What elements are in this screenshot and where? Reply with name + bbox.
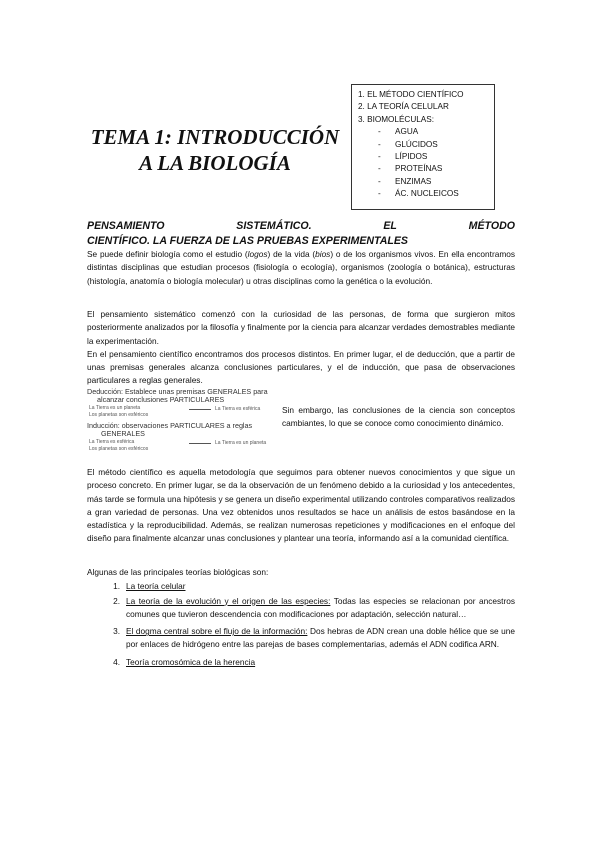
theories-list xyxy=(87,566,515,669)
list-item: 4. Teoría cromosómica de la herencia xyxy=(113,656,256,667)
deduction-label-2: alcanzar conclusiones PARTICULARES xyxy=(97,395,225,404)
list-item: 3. El dogma central sobre el flujo de la información: Dos hebras de ADN crean una doble hélice que se une por enlaces de hidrógeno entre las parejas de bases complementarias, además el ADN codifica ARN. xyxy=(113,626,515,650)
arrow-icon xyxy=(189,409,211,410)
paragraph-definition: Se puede definir biología como el estudio (logos) de la vida (bios) o de los organismos vivos. En ella encontramos distintas disciplinas que estudian procesos (fisiología o ecología), organismos (zoología o botánica), estructuras (histología, anatomía o biología molecular) u otras disciplinas como la genética o la evolución. xyxy=(87,249,515,286)
toc-subitem: - LÍPIDOS xyxy=(378,152,428,162)
title-line-1: TEMA 1: INTRODUCCIÓN xyxy=(90,125,340,149)
arrow-icon xyxy=(189,443,211,444)
toc-subitem: - GLÚCIDOS xyxy=(378,139,438,149)
toc-subitem: - ENZIMAS xyxy=(378,176,432,186)
section-heading: PENSAMIENTO SISTEMÁTICO. EL MÉTODO CIENTÍFICO. LA FUERZA DE LAS PRUEBAS EXPERIMENTALES xyxy=(87,220,515,247)
page-title xyxy=(80,124,350,176)
list-intro: Algunas de las principales teorías biológicas son: xyxy=(87,567,269,577)
paragraph-systematic-thinking: El pensamiento sistemático comenzó con la curiosidad de las personas, de forma que surgieron mitos posteriormente analizados por la filosofía y finalmente por la ciencia para alcanzar verdades demostrables mediante la experimentación. En el pensamiento científico encontramos dos procesos distintos. En primer lugar, el de deducción, que a partir de unas premisas generales alcanza conclusiones particulares, y el de inducción, que pasa de observaciones particulares a reglas generales. xyxy=(87,309,515,386)
list-item: 2. La teoría de la evolución y el origen de las especies: Todas las especies se relacionan por ancestros comunes que tuvieron descendencia con modificaciones por adaptación, selección natural… xyxy=(113,595,515,619)
paragraph-scientific-method: El método científico es aquella metodología que seguimos para obtener nuevos conocimientos y que sigue un proceso concreto. En primer lugar, se da la observación de un fenómeno debido a la curiosidad y los antecedentes, más tarde se formula una hipótesis y se genera un diseño experimental utilizando controles comparativos realizados a gran variedad de personas. Una vez obtenidos unos resultados se hace un análisis de estos basándose en la estadística y la reproducibilidad. Además, se realizan numerosas repeticiones y modificaciones en el enfoque del diseño para finalmente alcanzar unas conclusiones y plantear una teoría, informando así a la comunidad científica. xyxy=(87,467,515,544)
title-line-2: A LA BIOLOGÍA xyxy=(139,151,291,175)
induction-label: Inducción: observaciones PARTICULARES a reglas xyxy=(87,421,253,430)
dynamic-knowledge-note: Sin embargo, las conclusiones de la ciencia son conceptos cambiantes, lo que se conoce como conocimiento dinámico. xyxy=(282,405,515,429)
induction-label-2: GENERALES xyxy=(101,429,145,438)
deduction-induction-diagram: Deducción: Establece unas premisas GENERALES para alcanzar conclusiones PARTICULARES La Tierra es un planeta Los planetas son esféricos La Tierra es esférica Inducción: observaciones PARTICULARES a reglas GENERALES La Tierra es esférica Los planetas son esféricos La Tierra es un planeta xyxy=(87,387,268,452)
toc-item: 3. BIOMOLÉCULAS: xyxy=(358,114,434,124)
toc-item: 2. LA TEORÍA CELULAR xyxy=(358,102,449,112)
toc-subitem: - AGUA xyxy=(378,127,419,137)
toc-subitem: - ÁC. NUCLEICOS xyxy=(378,189,459,199)
toc-item: 1. EL MÉTODO CIENTÍFICO xyxy=(358,90,464,99)
deduction-label: Deducción: Establece unas premisas GENERALES para xyxy=(87,387,268,396)
list-item: 1. La teoría celular xyxy=(113,581,186,592)
toc-subitem: - PROTEÍNAS xyxy=(378,164,443,174)
table-of-contents xyxy=(351,84,495,210)
